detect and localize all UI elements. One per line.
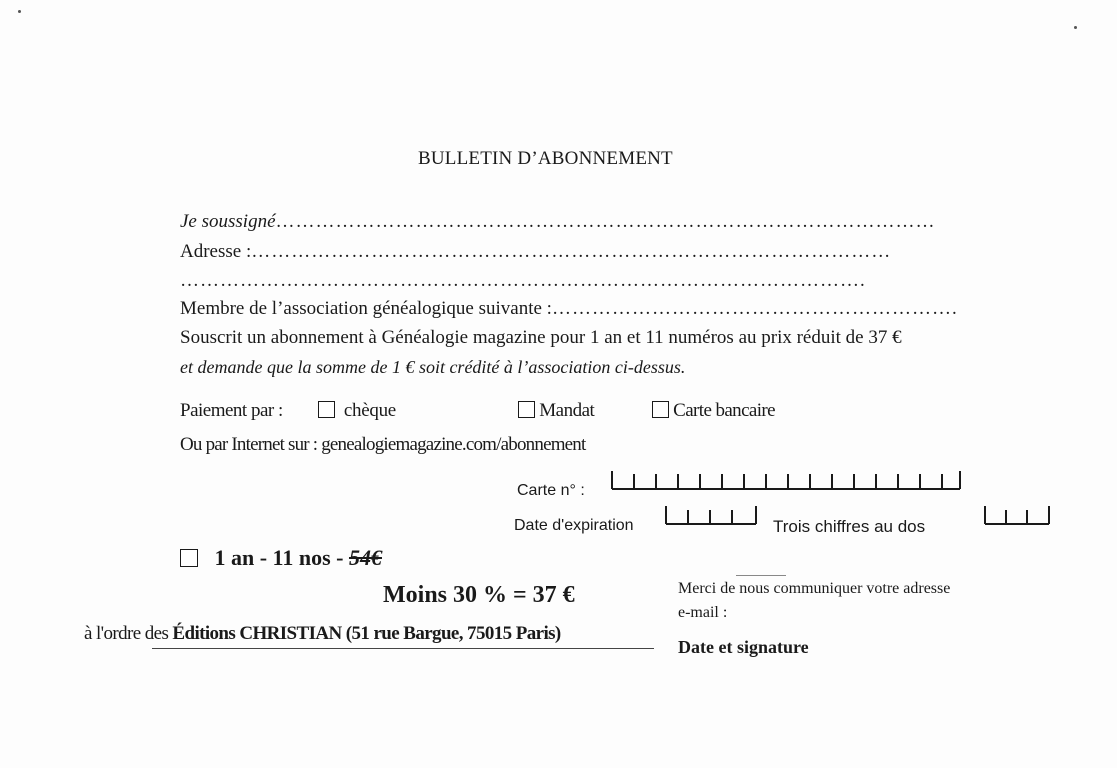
email-line1: Merci de nous communiquer votre adresse <box>678 580 951 597</box>
order-row <box>84 623 561 645</box>
form-title: BULLETIN D’ABONNEMENT <box>418 148 673 169</box>
adresse-field[interactable]: …………………………………………………………………………………… <box>251 241 892 262</box>
cvv-label: Trois chiffres au dos <box>773 517 926 536</box>
scan-speck <box>18 10 21 13</box>
order-text: à l'ordre des <box>84 623 169 644</box>
card-number-label: Carte n° : <box>517 482 585 499</box>
cvv-field[interactable] <box>984 506 1050 524</box>
soussigne-field[interactable]: ……………………………………………………………………………………… <box>275 211 936 232</box>
cvv-boxes <box>984 506 1052 526</box>
cheque-label: chèque <box>343 400 396 421</box>
internet-text: Ou par Internet sur : genealogiemagazine.com/abonnement <box>180 434 586 455</box>
offer-old-price: 54€ <box>348 545 382 570</box>
adresse2-field[interactable]: …………………………………………………………………………………………. <box>180 270 866 291</box>
adresse2-row <box>180 270 866 292</box>
cheque-checkbox[interactable] <box>318 401 335 418</box>
membre-field[interactable]: ……………………………………………………. <box>551 298 958 319</box>
soussigne-row <box>180 211 936 233</box>
adresse-row <box>180 241 891 263</box>
card-number-boxes <box>611 471 963 491</box>
carte-checkbox[interactable] <box>652 401 669 418</box>
mandat-label: Mandat <box>539 400 595 421</box>
soussigne-label: Je soussigné <box>180 211 276 232</box>
order-underline <box>152 648 654 649</box>
demande-text: et demande que la somme de 1 € soit crédité à l’association ci-dessus. <box>180 357 686 377</box>
payment-option-carte[interactable] <box>652 400 775 422</box>
adresse-label: Adresse : <box>180 241 252 262</box>
mandat-checkbox[interactable] <box>518 401 535 418</box>
offer-checkbox[interactable] <box>180 549 198 567</box>
payment-label: Paiement par : <box>180 400 283 421</box>
payment-option-cheque[interactable] <box>318 400 396 422</box>
expiry-field[interactable] <box>665 506 757 524</box>
expiry-label: Date d'expiration <box>514 517 634 534</box>
membre-label: Membre de l’association généalogique suivante : <box>180 298 552 319</box>
carte-label: Carte bancaire <box>673 400 775 421</box>
expiry-boxes <box>665 506 759 526</box>
offer-discount: Moins 30 % = 37 € <box>383 582 575 608</box>
scan-speck <box>1074 26 1077 29</box>
membre-row <box>180 298 958 320</box>
offer-duration: 1 an - 11 nos - <box>214 545 344 570</box>
scan-mark <box>736 575 786 576</box>
email-line2: e-mail : <box>678 604 728 621</box>
card-number-field[interactable] <box>611 471 961 489</box>
order-publisher: Éditions CHRISTIAN (51 rue Bargue, 75015 Paris) <box>172 623 561 644</box>
payment-option-mandat[interactable] <box>518 400 594 422</box>
signature-label: Date et signature <box>678 637 809 657</box>
souscrit-text: Souscrit un abonnement à Généalogie magazine pour 1 an et 11 numéros au prix réduit de 37 € <box>180 327 902 348</box>
offer-row[interactable] <box>180 545 382 571</box>
